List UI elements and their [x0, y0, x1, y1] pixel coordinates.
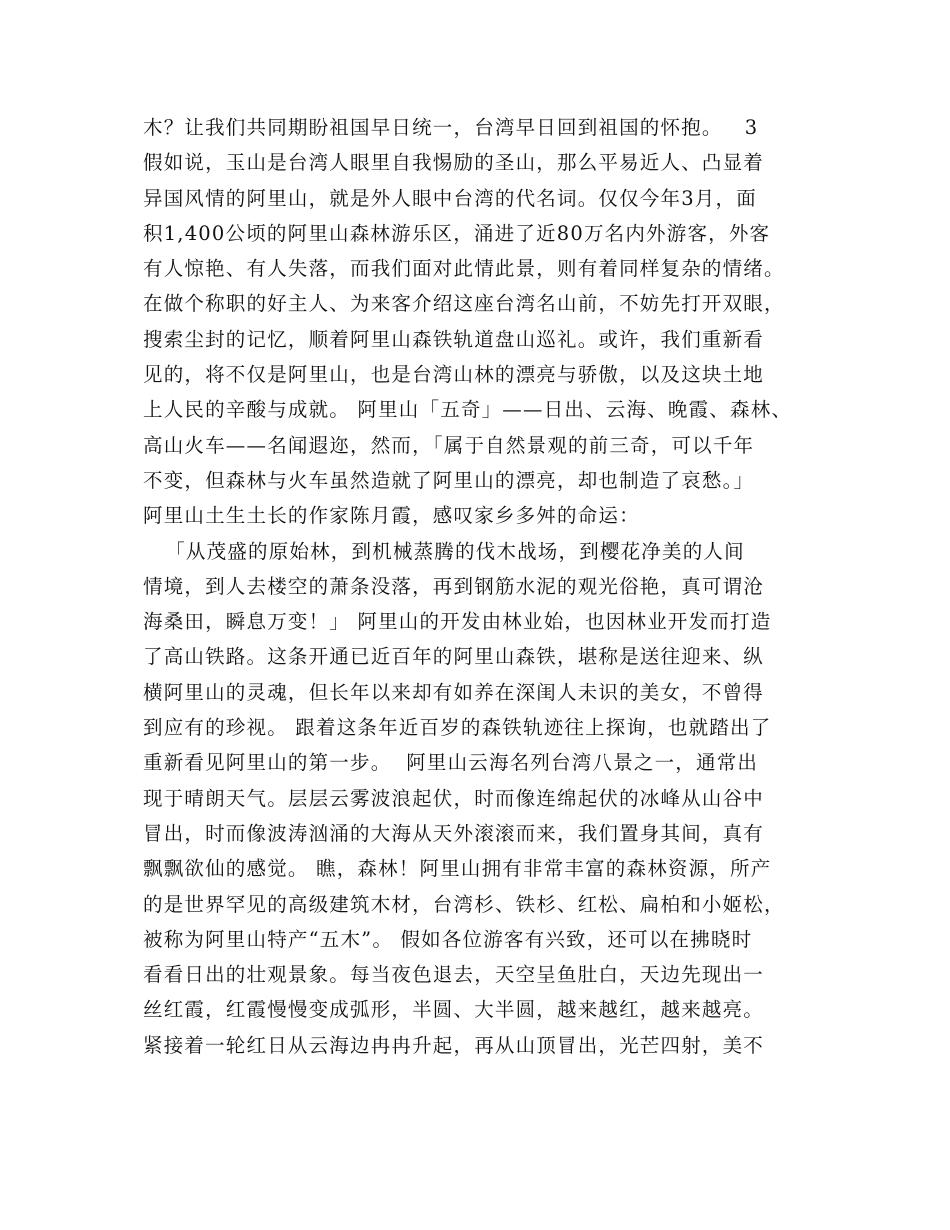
text-line: 异国风情的阿里山，就是外人眼中台湾的代名词。仅仅今年3月，面 — [143, 186, 757, 210]
text-line: 的是世界罕见的高级建筑木材，台湾杉、铁杉、红松、扁柏和小姬松， — [143, 892, 785, 916]
text-line: 重新看见阿里山的第一步。 阿里山云海名列台湾八景之一，通常出 — [143, 751, 759, 775]
text-line: 积1,400公顷的阿里山森林游乐区，涌进了近80万名内外游客，外客 — [143, 221, 771, 245]
text-line: 假如说，玉山是台湾人眼里自我惕励的圣山，那么平易近人、凸显着 — [143, 151, 765, 175]
text-line: 见的，将不仅是阿里山，也是台湾山林的漂亮与骄傲，以及这块土地 — [143, 363, 765, 387]
text-line: 到应有的珍视。 跟着这条年近百岁的森铁轨迹往上探询，也就踏出了 — [143, 716, 772, 740]
text-line: 海桑田，瞬息万变！」 阿里山的开发由林业始，也因林业开发而打造 — [143, 610, 772, 634]
text-line: 横阿里山的灵魂，但长年以来却有如养在深闺人未识的美女，不曾得 — [143, 680, 765, 704]
text-line: 现于晴朗天气。层层云雾波浪起伏，时而像连绵起伏的冰峰从山谷中 — [143, 786, 765, 810]
text-line: 丝红霞，红霞慢慢变成弧形，半圆、大半圆，越来越红，越来越亮。 — [143, 998, 765, 1022]
text-line: 情境，到人去楼空的萧条没落，再到钢筋水泥的观光俗艳，真可谓沧 — [143, 574, 765, 598]
document-body — [143, 110, 823, 1063]
text-line: 不变，但森林与火车虽然造就了阿里山的漂亮，却也制造了哀愁。」 — [143, 468, 755, 492]
text-line: 看看日出的壮观景象。每当夜色退去，天空呈鱼肚白，天边先现出一 — [143, 963, 765, 987]
text-line: 搜索尘封的记忆，顺着阿里山森铁轨道盘山巡礼。或许，我们重新看 — [143, 327, 765, 351]
text-line: 高山火车——名闻遐迩，然而，「属于自然景观的前三奇，可以千年 — [143, 433, 755, 457]
text-line: 冒出，时而像波涛汹涌的大海从天外滚滚而来，我们置身其间，真有 — [143, 821, 765, 845]
text-line: 被称为阿里山特产“五木”。 假如各位游客有兴致，还可以在拂晓时 — [143, 927, 753, 951]
text-line: 在做个称职的好主人、为来客介绍这座台湾名山前，不妨先打开双眼， — [143, 292, 785, 316]
text-line: 了高山铁路。这条开通已近百年的阿里山森铁，堪称是送往迎来、纵 — [143, 645, 765, 669]
text-line: 上人民的辛酸与成就。 阿里山「五奇」——日出、云海、晚霞、森林、 — [143, 398, 793, 422]
text-line: 有人惊艳、有人失落，而我们面对此情此景，则有着同样复杂的情绪。 — [143, 257, 785, 281]
text-line: 紧接着一轮红日从云海边冉冉升起，再从山顶冒出，光芒四射，美不 — [143, 1033, 765, 1057]
text-line: 阿里山土生土长的作家陈月霞，感叹家乡多舛的命运： — [143, 504, 640, 528]
text-line: 飘飘欲仙的感觉。 瞧，森林！阿里山拥有非常丰富的森林资源，所产 — [143, 857, 772, 881]
text-line: 「从茂盛的原始林，到机械蒸腾的伐木战场，到樱花净美的人间 — [143, 539, 745, 563]
text-line: 木？让我们共同期盼祖国早日统一，台湾早日回到祖国的怀抱。 3 — [143, 116, 759, 139]
